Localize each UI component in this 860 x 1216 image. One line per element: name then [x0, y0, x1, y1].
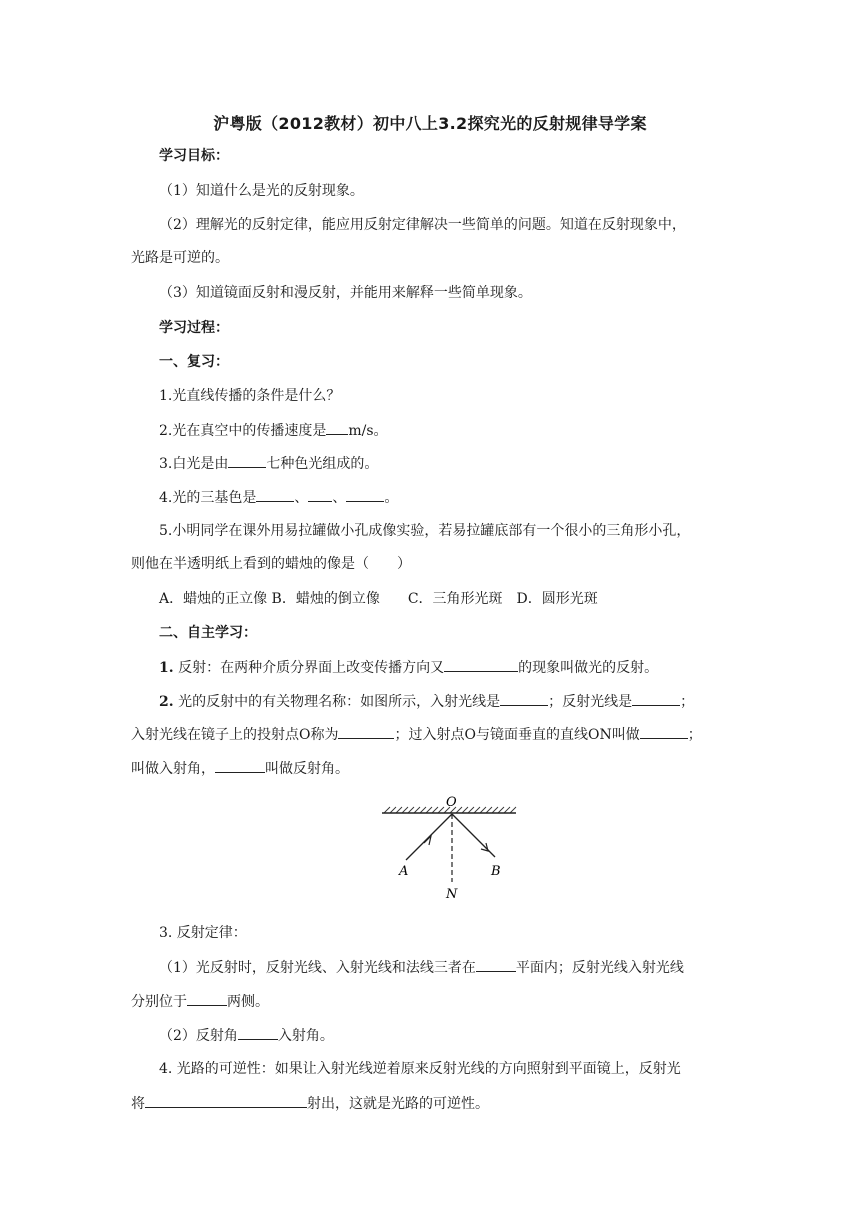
goal-2-cont: 光路是可逆的。: [131, 250, 229, 266]
p2-line3-text-a: 叫做入射角，: [131, 761, 215, 777]
goal-2: （2）理解光的反射定律，能应用反射定律解决一些简单的问题。知道在反射现象中，: [159, 217, 686, 233]
p2-blank-reflection-angle[interactable]: [215, 758, 265, 773]
q4-blank-1[interactable]: [256, 487, 294, 502]
p2-blank-normal[interactable]: [640, 724, 688, 739]
self-study-p2-line3: [131, 758, 349, 779]
p2-text-a: 光的反射中的有关物理名称：如图所示，入射光线是: [173, 694, 501, 710]
review-q2: [159, 420, 388, 441]
review-heading: 一、复习：: [159, 354, 229, 370]
p3-2-text: （2）反射角: [159, 1028, 238, 1044]
p4-line2-text: 将: [131, 1096, 145, 1112]
self-study-p4-line1: 4. 光路的可逆性：如果让入射光线逆着原来反射光线的方向照射到平面镜上，反射光: [159, 1061, 681, 1077]
reflection-diagram: [376, 794, 521, 906]
review-q5-options: A．蜡烛的正立像 B．蜡烛的倒立像 C．三角形光斑 D．圆形光斑: [159, 591, 598, 607]
q4-blank-2[interactable]: [308, 487, 332, 502]
p2-line2-text-b: ；过入射点O与镜面垂直的直线ON叫做: [394, 727, 640, 743]
label-N: N: [446, 887, 458, 902]
incident-ray: [406, 814, 452, 860]
p3-2-text-end: 入射角。: [277, 1028, 334, 1044]
q4-text: 4.光的三基色是: [159, 490, 257, 506]
p2-blank-incident[interactable]: [500, 691, 548, 706]
p3-2-blank[interactable]: [238, 1025, 278, 1040]
p3-1-line2-text: 分别位于: [131, 994, 187, 1010]
p2-text-b: ；反射光线是: [548, 694, 633, 710]
q4-sep-1: 、: [294, 490, 309, 506]
label-B: B: [491, 864, 501, 879]
p3-1-text: （1）光反射时，反射光线、入射光线和法线三者在: [159, 960, 476, 976]
goal-3: （3）知道镜面反射和漫反射，并能用来解释一些简单现象。: [159, 285, 532, 301]
q4-end: 。: [384, 490, 399, 506]
self-study-p3-1-line2: [131, 991, 269, 1012]
self-study-heading: 二、自主学习：: [159, 625, 257, 641]
page-title: 沪粤版（2012教材）初中八上3.2探究光的反射规律导学案: [213, 114, 647, 133]
q2-unit: m/s。: [348, 423, 388, 439]
self-study-p3-1: [159, 957, 684, 978]
q4-sep-2: 、: [332, 490, 347, 506]
process-heading: 学习过程：: [159, 320, 229, 336]
q3-text-end: 七种色光组成的。: [266, 456, 379, 472]
q3-text: 3.白光是由: [159, 456, 229, 472]
self-study-p4-line2: [131, 1093, 489, 1114]
p1-number: 1.: [159, 660, 174, 676]
label-A: A: [399, 864, 409, 879]
review-q5-line1: 5.小明同学在课外用易拉罐做小孔成像实验，若易拉罐底部有一个很小的三角形小孔，: [159, 523, 691, 539]
self-study-p2-line2: [131, 724, 702, 745]
p1-text-end: 的现象叫做光的反射。: [518, 660, 659, 676]
p2-blank-incidence-point[interactable]: [338, 724, 394, 739]
self-study-p3-2: [159, 1025, 334, 1046]
p1-blank[interactable]: [444, 657, 518, 672]
q2-text: 2.光在真空中的传播速度是: [159, 423, 327, 439]
p3-1-blank-same[interactable]: [476, 957, 516, 972]
p4-line2-text-end: 射出，这就是光路的可逆性。: [307, 1096, 489, 1112]
self-study-p2: [159, 691, 694, 712]
review-q1: 1.光直线传播的条件是什么？: [159, 388, 341, 404]
goal-1: （1）知道什么是光的反射现象。: [159, 183, 364, 199]
q2-blank[interactable]: [326, 420, 348, 435]
p2-blank-reflected[interactable]: [632, 691, 680, 706]
q4-blank-3[interactable]: [346, 487, 384, 502]
p3-1-line2-text-end: 两侧。: [227, 994, 269, 1010]
p2-line2-text-c: ；: [687, 727, 702, 743]
review-q4: [159, 487, 398, 508]
self-study-p3: 3. 反射定律：: [159, 925, 247, 941]
p1-text: 反射：在两种介质分界面上改变传播方向又: [173, 660, 445, 676]
p4-blank[interactable]: [145, 1093, 307, 1108]
p2-number: 2.: [159, 694, 174, 710]
review-q5-line2: 则他在半透明纸上看到的蜡烛的像是（ ）: [131, 556, 411, 572]
p2-line3-text-b: 叫做反射角。: [265, 761, 349, 777]
p3-1-text-end: 平面内；反射光线入射光线: [515, 960, 684, 976]
p3-1-blank-sides[interactable]: [187, 991, 227, 1006]
self-study-p1: [159, 657, 658, 678]
reflected-ray: [452, 814, 495, 857]
goals-heading: 学习目标：: [159, 148, 229, 164]
label-O: O: [446, 795, 457, 810]
review-q3: [159, 453, 378, 474]
p2-text-c: ；: [680, 694, 695, 710]
p2-line2-text-a: 入射光线在镜子上的投射点O称为: [131, 727, 339, 743]
q3-blank[interactable]: [228, 453, 266, 468]
